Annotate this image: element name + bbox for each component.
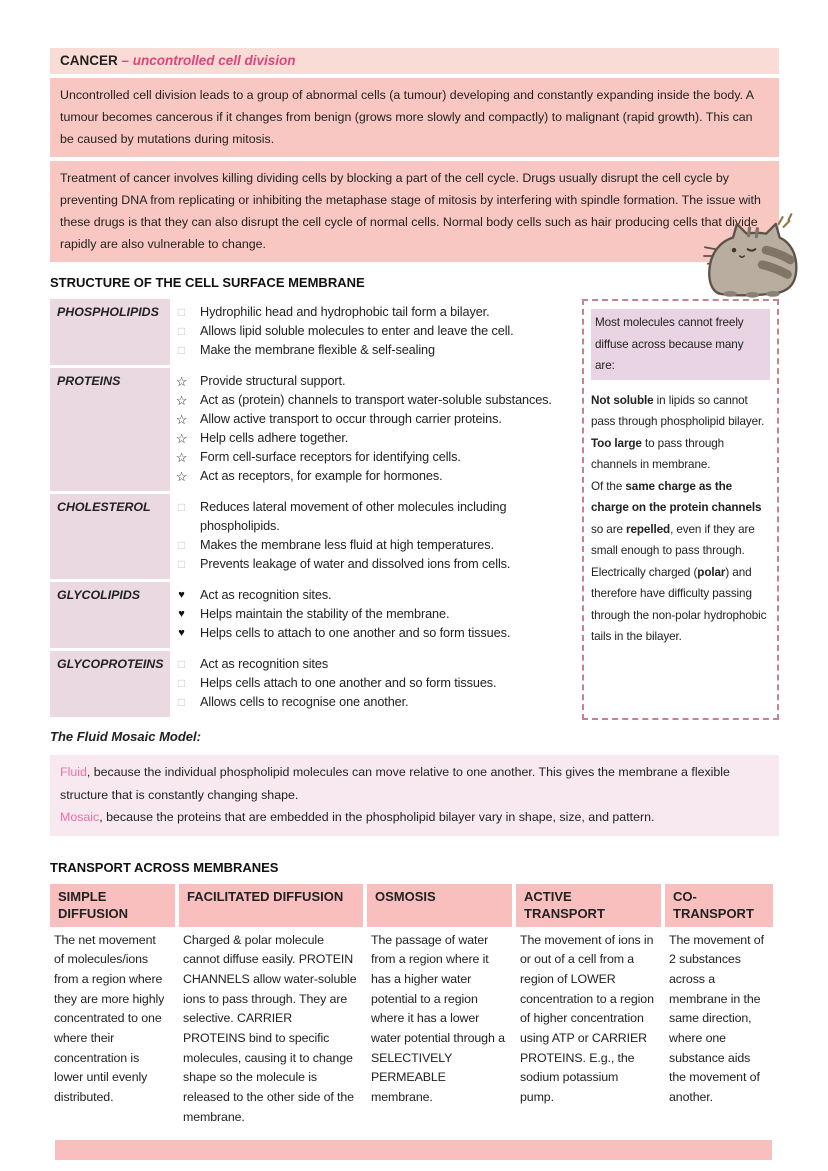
star-bullet-icon: ☆ (175, 469, 188, 484)
bullet-item (172, 341, 575, 360)
bullet-text: Helps maintain the stability of the membrane. (200, 607, 450, 621)
sparkle-icon (779, 214, 792, 227)
col-header-simple-diffusion: SIMPLE DIFFUSION (50, 884, 175, 927)
square-bullet-icon: □ (177, 500, 186, 514)
note-point: Not soluble in lipids so cannot pass through phospholipid bilayer. (591, 393, 765, 428)
cancer-title: CANCER (60, 53, 118, 68)
heart-bullet-icon: ♥ (178, 608, 185, 620)
row-items (170, 582, 575, 648)
heart-bullet-icon: ♥ (178, 627, 185, 639)
star-bullet-icon: ☆ (175, 412, 188, 427)
bullet-text: Act as receptors, for example for hormones. (200, 469, 443, 483)
bullet-item (172, 605, 575, 624)
bullet-text: Act as recognition sites. (200, 588, 332, 602)
fluid-mosaic-paragraph (50, 755, 779, 836)
bullet-item (172, 410, 575, 429)
next-section-header-strip (55, 1140, 772, 1160)
bullet-text: Allows lipid soluble molecules to enter and leave the cell. (200, 324, 514, 338)
mosaic-line: Mosaic, because the proteins that are embedded in the phospholipid bilayer vary in shape, size, and pattern. (60, 810, 655, 824)
square-bullet-icon: □ (177, 557, 186, 571)
star-bullet-icon: ☆ (175, 450, 188, 465)
pusheen-cat-sticker (701, 211, 803, 301)
square-bullet-icon: □ (177, 538, 186, 552)
row-label-proteins: PROTEINS (50, 368, 170, 491)
bullet-item (172, 624, 575, 643)
square-bullet-icon: □ (177, 324, 186, 338)
square-bullet-icon: □ (177, 676, 186, 690)
row-label-glycolipids: GLYCOLIPIDS (50, 582, 170, 648)
cancer-heading-band (50, 48, 779, 74)
note-intro: Most molecules cannot freely diffuse across because many are: (591, 309, 770, 380)
cancer-subtitle: – uncontrolled cell division (117, 53, 296, 68)
bullet-text: Form cell-surface receptors for identifying cells. (200, 450, 461, 464)
bullet-text: Helps cells attach to one another and so form tissues. (200, 676, 497, 690)
bullet-item (172, 555, 575, 574)
membrane-section (50, 299, 779, 720)
bullet-text: Makes the membrane less fluid at high temperatures. (200, 538, 494, 552)
row-items (170, 299, 575, 365)
bullet-item (172, 674, 575, 693)
note-point: Too large to pass through channels in membrane. (591, 436, 725, 471)
bullet-item (172, 498, 575, 536)
col-body-osmosis: The passage of water from a region where it has a higher water potential to a region where it has a lower water potential through a SELECTIVELY PERMEABLE membrane. (371, 932, 505, 1105)
table-row (50, 651, 575, 717)
bullet-text: Act as (protein) channels to transport water-soluble substances. (200, 393, 552, 407)
note-point: Electrically charged (polar) and therefore have difficulty passing through the non-polar hydrophobic tails in the bilayer. (591, 565, 767, 643)
heart-bullet-icon: ♥ (178, 589, 185, 601)
row-label-phospholipids: PHOSPHOLIPIDS (50, 299, 170, 365)
bullet-item (172, 693, 575, 712)
bullet-item (172, 391, 575, 410)
cat-eye (732, 248, 736, 252)
col-body-co-transport: The movement of 2 substances across a membrane in the same direction, where one substance aids the movement of another. (669, 932, 764, 1105)
row-items (170, 368, 575, 491)
bullet-item (172, 429, 575, 448)
bullet-text: Make the membrane flexible & self-sealing (200, 343, 435, 357)
diffusion-note-box (582, 299, 779, 720)
bullet-item (172, 655, 575, 674)
bullet-text: Hydrophilic head and hydrophobic tail form a bilayer. (200, 305, 490, 319)
bullet-item (172, 536, 575, 555)
col-header-co-transport: CO-TRANSPORT (665, 884, 773, 927)
bullet-item (172, 322, 575, 341)
row-items (170, 651, 575, 717)
star-bullet-icon: ☆ (175, 374, 188, 389)
bullet-item (172, 303, 575, 322)
square-bullet-icon: □ (177, 343, 186, 357)
row-items (170, 494, 575, 579)
membrane-table (50, 299, 575, 720)
cat-foot (723, 291, 737, 297)
table-row (50, 368, 575, 491)
square-bullet-icon: □ (177, 657, 186, 671)
bullet-item (172, 467, 575, 486)
cat-foot (766, 291, 780, 297)
cancer-paragraph-2: Treatment of cancer involves killing dividing cells by blocking a part of the cell cycle. Drugs usually disrupt the cell cycle by preventing DNA from replicating or inhibiting the metaphase stage of mitosis by interfering with spindle formation. The issue with these drugs is that they can also disrupt the cell cycle of normal cells. Normal body cells such as hair producing cells that divide rapidly are also vulnerable to change. (50, 161, 779, 262)
bullet-item (172, 586, 575, 605)
transport-table (50, 884, 779, 1128)
row-label-glycoproteins: GLYCOPROTEINS (50, 651, 170, 717)
col-body-facilitated-diffusion: Charged & polar molecule cannot diffuse easily. PROTEIN CHANNELS allow water-soluble ions to pass through. They are selective. CARRIER PROTEINS bind to specific molecules, causing it to change shape so the molecule is released to the other side of the membrane. (183, 932, 357, 1124)
bullet-text: Act as recognition sites (200, 657, 329, 671)
square-bullet-icon: □ (177, 305, 186, 319)
star-bullet-icon: ☆ (175, 393, 188, 408)
membrane-section-heading: STRUCTURE OF THE CELL SURFACE MEMBRANE (50, 275, 365, 290)
col-body-active-transport: The movement of ions in or out of a cell from a region of LOWER concentration to a region of higher concentration using ATP or CARRIER PROTEINS. E.g., the sodium potassium pump. (520, 932, 654, 1105)
col-header-active-transport: ACTIVE TRANSPORT (516, 884, 661, 927)
note-point: Of the same charge as the charge on the protein channels so are repelled, even if they are small enough to pass through. (591, 479, 762, 557)
star-bullet-icon: ☆ (175, 431, 188, 446)
table-row (50, 582, 575, 648)
bullet-text: Help cells adhere together. (200, 431, 349, 445)
cancer-paragraph-1: Uncontrolled cell division leads to a group of abnormal cells (a tumour) developing and constantly expanding inside the body. A tumour becomes cancerous if it changes from benign (grows more slowly and compactly) to malignant (rapid growth). This can be caused by mutations during mitosis. (50, 78, 779, 157)
bullet-item (172, 372, 575, 391)
col-body-simple-diffusion: The net movement of molecules/ions from a region where they are more highly concentrated to one where their concentration is lower until evenly distributed. (54, 932, 165, 1105)
bullet-text: Provide structural support. (200, 374, 346, 388)
square-bullet-icon: □ (177, 695, 186, 709)
bullet-text: Helps cells to attach to one another and so form tissues. (200, 626, 511, 640)
fluid-line: Fluid, because the individual phospholipid molecules can move relative to one another. This gives the membrane a flexible structure that is constantly changing shape. (60, 765, 730, 802)
cat-foot (746, 292, 760, 298)
table-row (50, 299, 575, 365)
transport-section-heading: TRANSPORT ACROSS MEMBRANES (50, 859, 279, 875)
row-label-cholesterol: CHOLESTEROL (50, 494, 170, 579)
bullet-item (172, 448, 575, 467)
col-header-osmosis: OSMOSIS (367, 884, 512, 927)
bullet-text: Allow active transport to occur through carrier proteins. (200, 412, 502, 426)
bullet-text: Reduces lateral movement of other molecules including phospholipids. (200, 500, 507, 533)
col-header-facilitated-diffusion: FACILITATED DIFFUSION (179, 884, 363, 927)
table-row (50, 494, 575, 579)
bullet-text: Allows cells to recognise one another. (200, 695, 409, 709)
fluid-mosaic-heading: The Fluid Mosaic Model: (50, 729, 201, 744)
bullet-text: Prevents leakage of water and dissolved ions from cells. (200, 557, 511, 571)
page-content (50, 48, 779, 1128)
